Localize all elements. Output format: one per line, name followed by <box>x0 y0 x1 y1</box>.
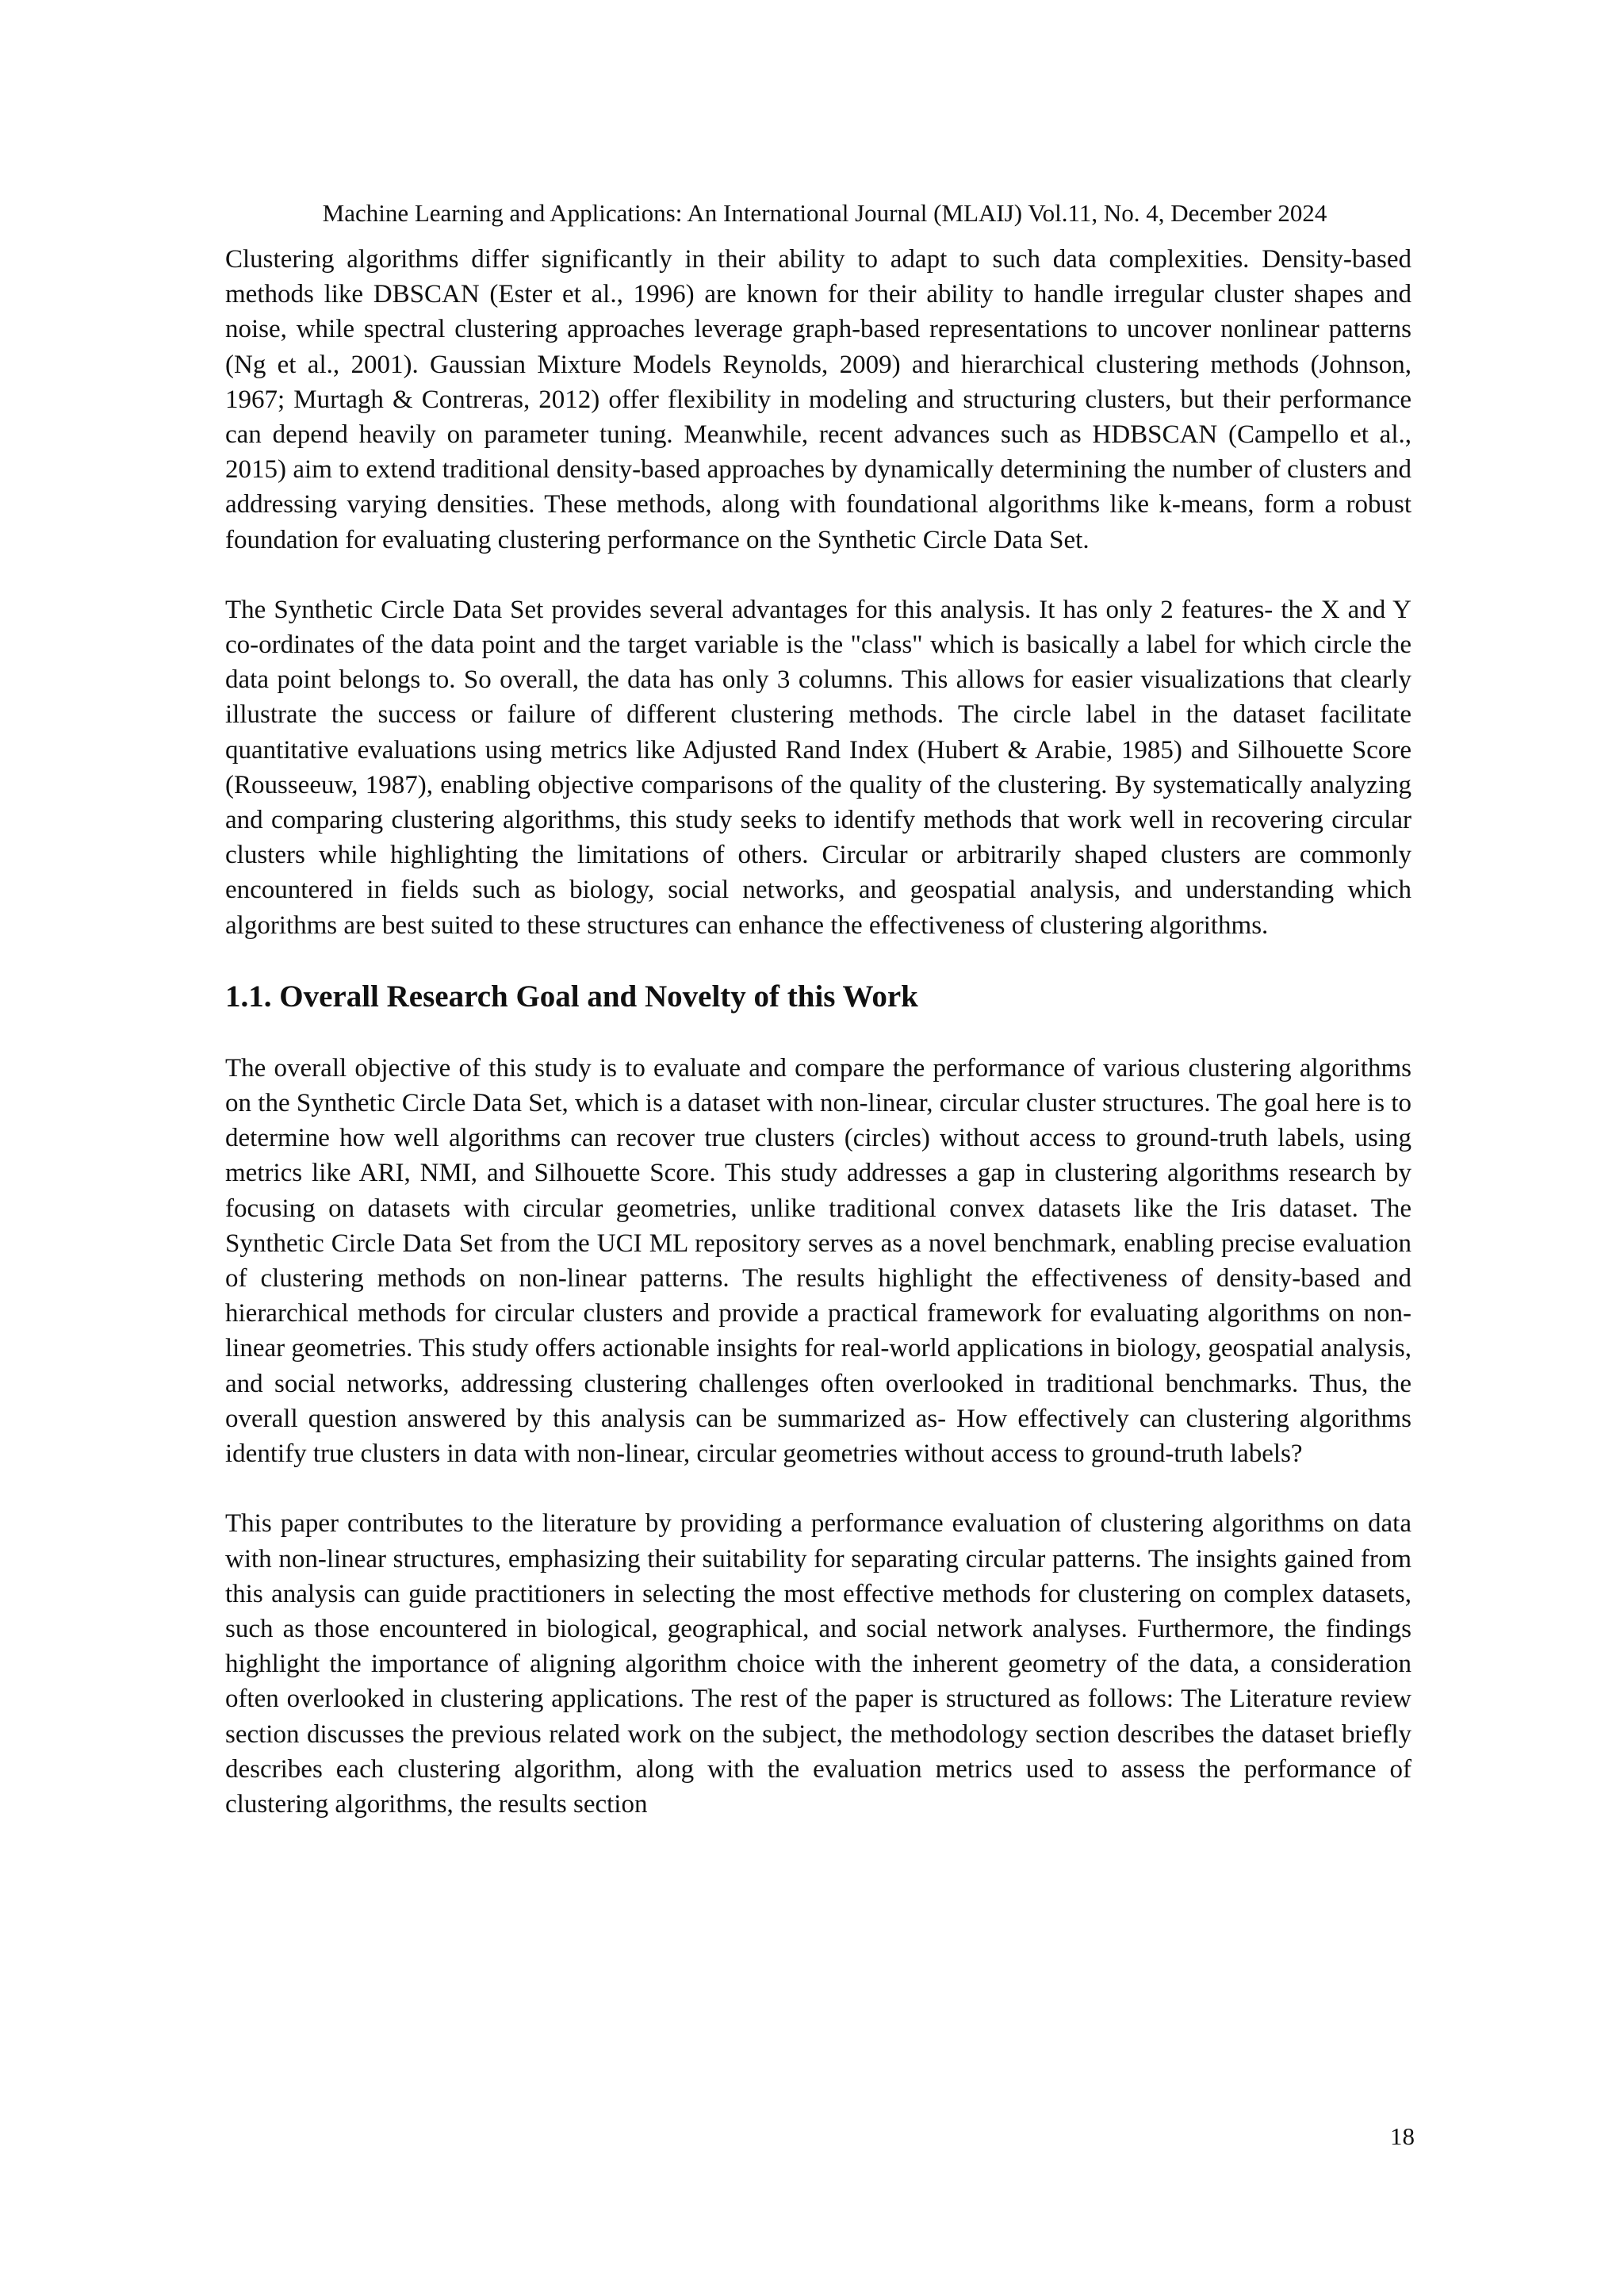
paragraph-contribution: This paper contributes to the literature by providing a performance evaluation of clustering algorithms on data with non-linear structures, emphasizing their suitability for separating circular patterns. The insights gained from this analysis can guide practitioners in selecting the most effective methods for clustering on complex datasets, such as those encountered in biological, geographical, and social network analyses. Furthermore, the findings highlight the importance of aligning algorithm choice with the inherent geometry of the data, a consideration often overlooked in clustering applications. The rest of the paper is structured as follows: The Literature review section discusses the previous related work on the subject, the methodology section describes the dataset briefly describes each clustering algorithm, along with the evaluation metrics used to assess the performance of clustering algorithms, the results section <box>225 1509 1411 1819</box>
running-header: Machine Learning and Applications: An International Journal (MLAIJ) Vol.11, No. 4, December 2024 <box>322 199 1327 227</box>
paragraph-clustering-algorithms: Clustering algorithms differ significantly in their ability to adapt to such data complexities. Density-based methods like DBSCAN (Ester et al., 1996) are known for their ability to handle irregular cluster shapes and noise, while spectral clustering approaches leverage graph-based representations to uncover nonlinear patterns (Ng et al., 2001). Gaussian Mixture Models Reynolds, 2009) and hierarchical clustering methods (Johnson, 1967; Murtagh & Contreras, 2012) offer flexibility in modeling and structuring clusters, but their performance can depend heavily on parameter tuning. Meanwhile, recent advances such as HDBSCAN (Campello et al., 2015) aim to extend traditional density-based approaches by dynamically determining the number of clusters and addressing varying densities. These methods, along with foundational algorithms like k-means, form a robust foundation for evaluating clustering performance on the Synthetic Circle Data Set. <box>225 245 1411 554</box>
paragraph-research-objective: The overall objective of this study is to evaluate and compare the performance of various clustering algorithms on the Synthetic Circle Data Set, which is a dataset with non-linear, circular cluster structures. The goal here is to determine how well algorithms can recover true clusters (circles) without access to ground-truth labels, using metrics like ARI, NMI, and Silhouette Score. This study addresses a gap in clustering algorithms research by focusing on datasets with circular geometries, unlike traditional convex datasets like the Iris dataset. The Synthetic Circle Data Set from the UCI ML repository serves as a novel benchmark, enabling precise evaluation of clustering methods on non-linear patterns. The results highlight the effectiveness of density-based and hierarchical methods for circular clusters and provide a practical framework for evaluating algorithms on non-linear geometries. This study offers actionable insights for real-world applications in biology, geospatial analysis, and social networks, addressing clustering challenges often overlooked in traditional benchmarks. Thus, the overall question answered by this analysis can be summarized as- How effectively can clustering algorithms identify true clusters in data with non-linear, circular geometries without access to ground-truth labels? <box>225 1053 1411 1469</box>
body-text <box>225 242 1411 1822</box>
paragraph-synthetic-circle-dataset: The Synthetic Circle Data Set provides several advantages for this analysis. It has only 2 features- the X and Y co-ordinates of the data point and the target variable is the "class" which is basically a label for which circle the data point belongs to. So overall, the data has only 3 columns. This allows for easier visualizations that clearly illustrate the success or failure of different clustering methods. The circle label in the dataset facilitate quantitative evaluations using metrics like Adjusted Rand Index (Hubert & Arabie, 1985) and Silhouette Score (Rousseeuw, 1987), enabling objective comparisons of the quality of the clustering. By systematically analyzing and comparing clustering algorithms, this study seeks to identify methods that work well in recovering circular clusters while highlighting the limitations of others. Circular or arbitrarily shaped clusters are commonly encountered in fields such as biology, social networks, and geospatial analysis, and understanding which algorithms are best suited to these structures can enhance the effectiveness of clustering algorithms. <box>225 595 1411 940</box>
section-heading: 1.1. Overall Research Goal and Novelty of this Work <box>225 979 918 1014</box>
page-number: 18 <box>1390 2122 1415 2150</box>
